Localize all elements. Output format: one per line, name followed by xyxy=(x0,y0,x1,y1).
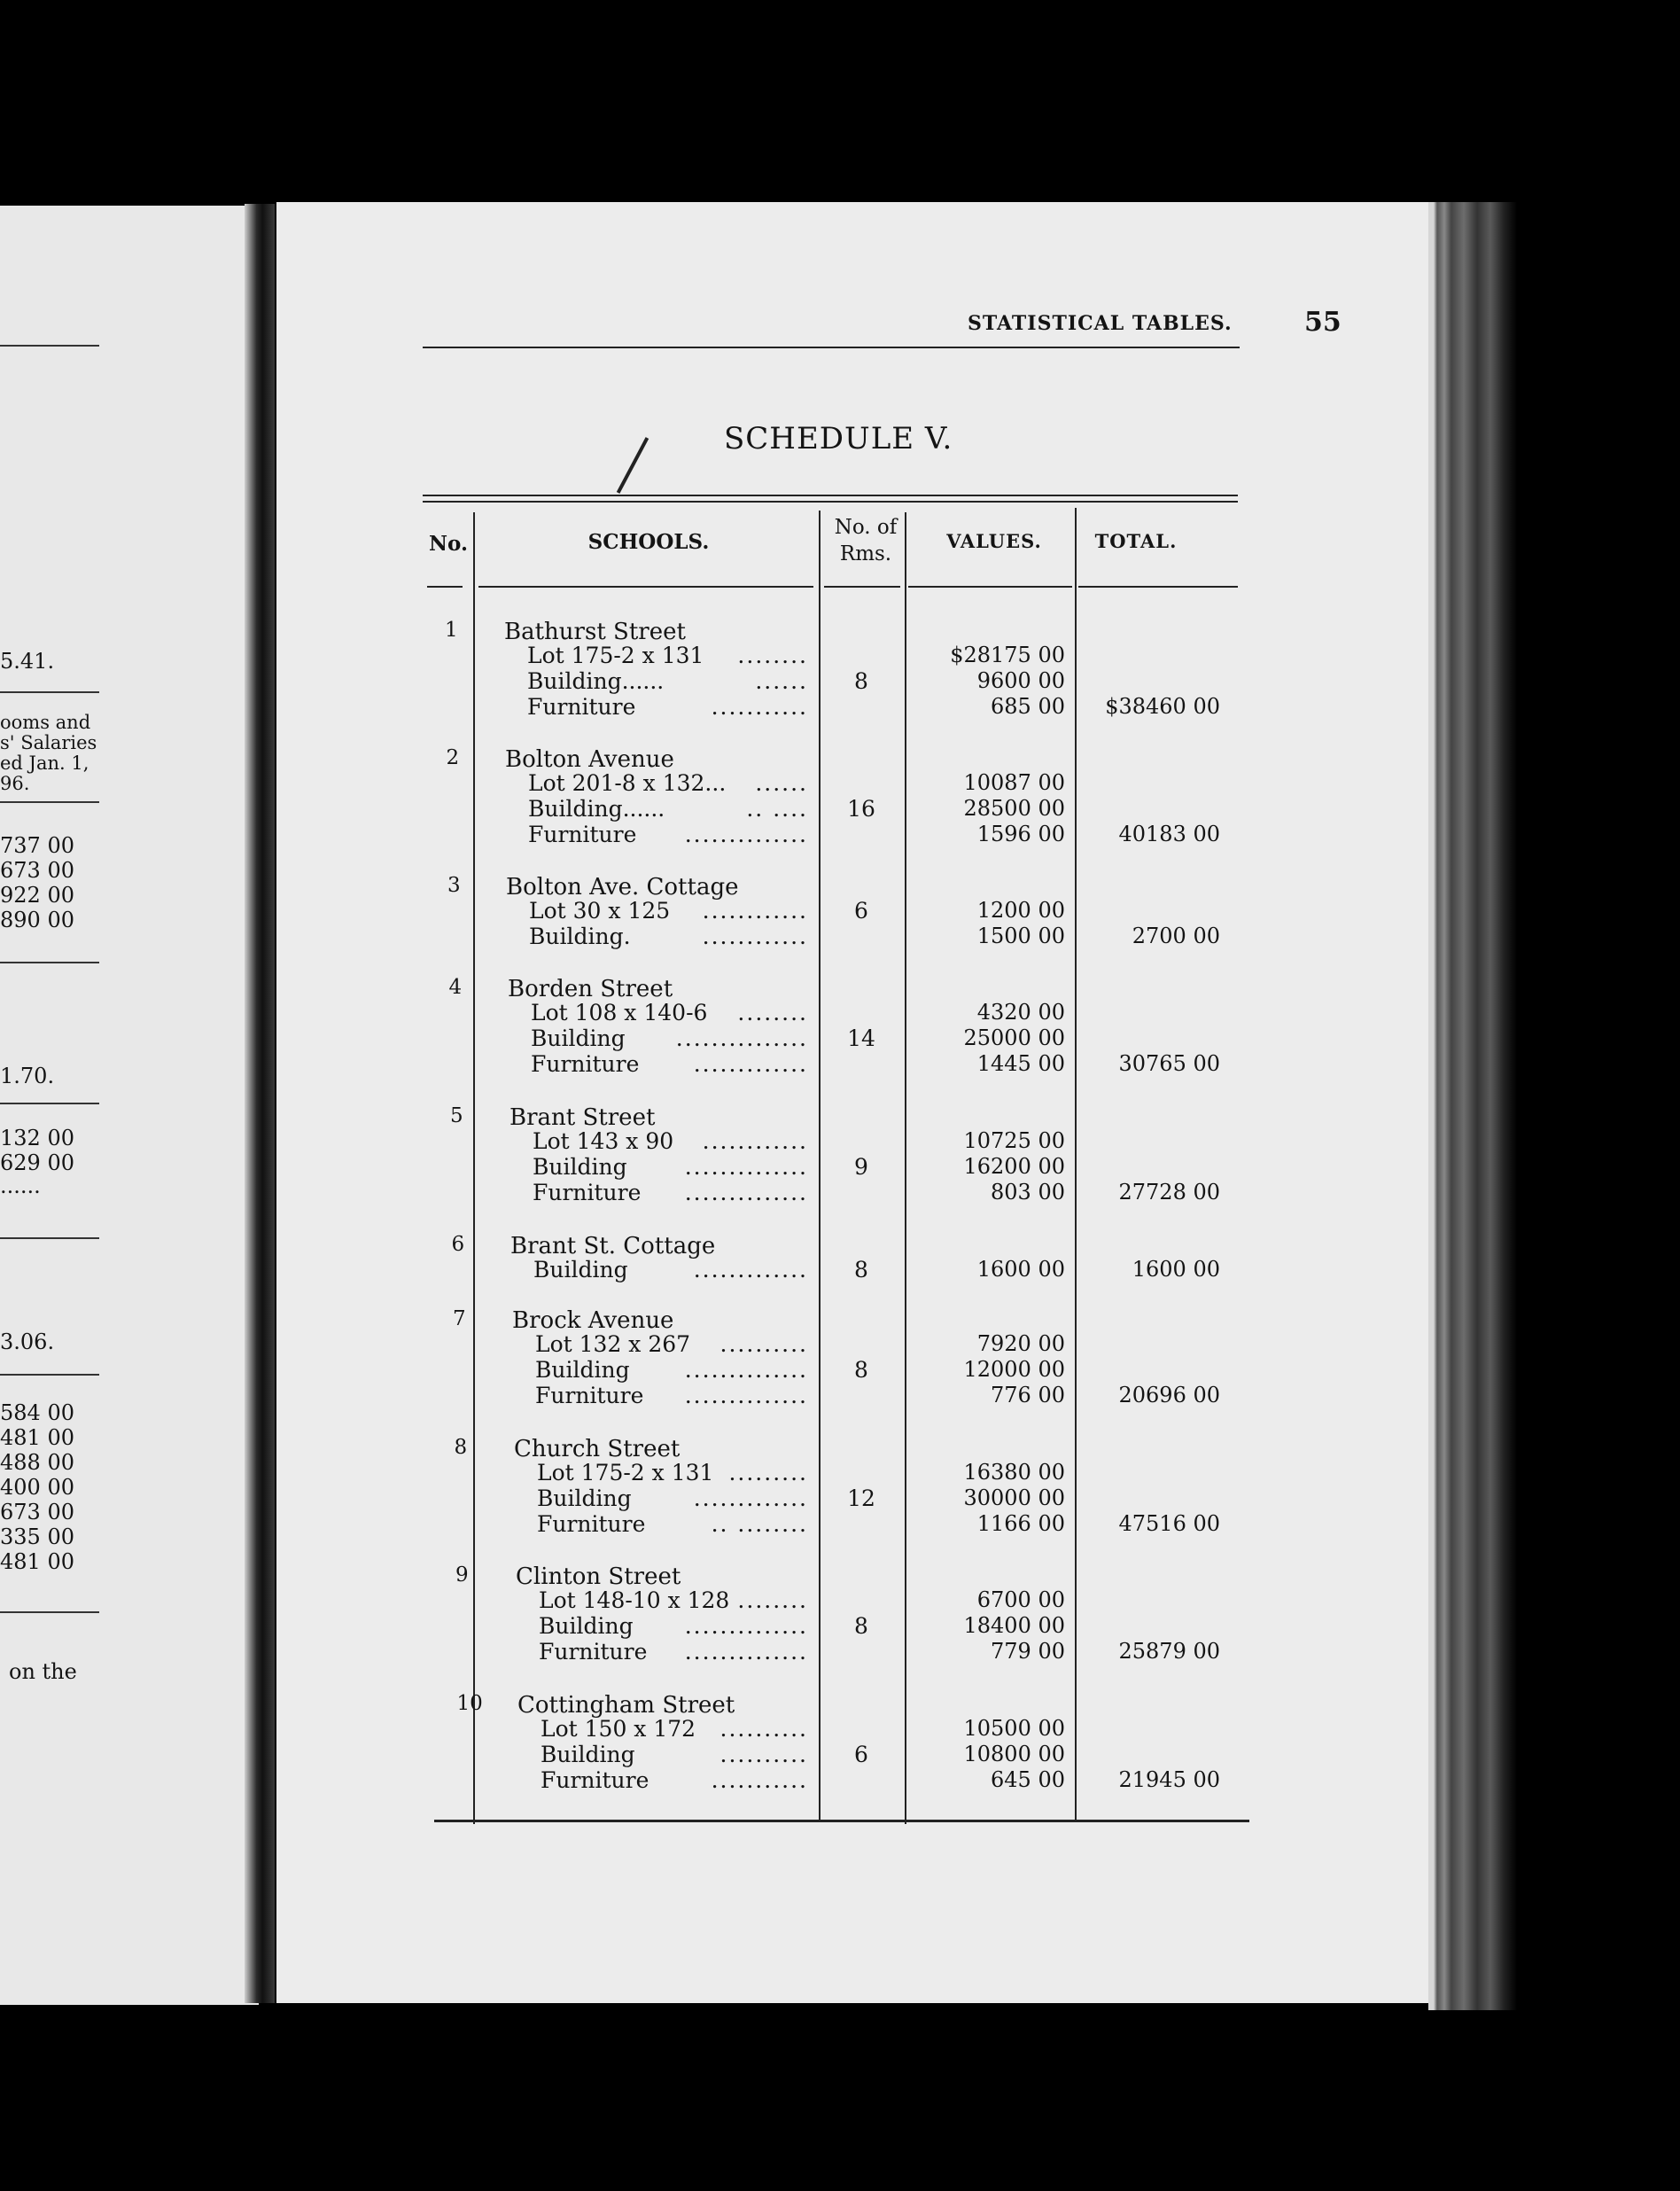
pen-mark xyxy=(617,437,649,494)
dot-leader: ........ xyxy=(737,1000,808,1025)
column-header-schools: SCHOOLS. xyxy=(587,530,710,554)
text-fragment: 673 00 xyxy=(0,1500,74,1524)
line-item xyxy=(537,1460,808,1485)
school-number: 7 xyxy=(453,1307,466,1330)
school-number: 5 xyxy=(450,1104,463,1127)
item-value: 1500 00 xyxy=(976,924,1065,948)
line-item xyxy=(527,694,808,720)
dot-leader: ........ xyxy=(737,1587,808,1613)
line-item xyxy=(539,1639,808,1665)
dot-leader: .............. xyxy=(684,1383,808,1408)
dot-leader: .......... xyxy=(719,1716,808,1742)
school-total: 47516 00 xyxy=(1118,1511,1220,1536)
divider xyxy=(0,345,99,347)
divider xyxy=(0,1237,99,1239)
item-value: 1445 00 xyxy=(976,1051,1065,1076)
item-value: 25000 00 xyxy=(963,1025,1065,1050)
line-item xyxy=(533,1180,808,1205)
dot-leader: ........... xyxy=(711,1767,808,1793)
line-item-label: Building xyxy=(531,1025,626,1051)
dot-leader: ............ xyxy=(702,1128,808,1154)
item-value: 12000 00 xyxy=(963,1357,1065,1382)
dot-leader: .............. xyxy=(684,822,808,847)
header-underline xyxy=(1078,586,1238,588)
divider xyxy=(0,1611,99,1613)
school-total: 20696 00 xyxy=(1118,1383,1220,1407)
item-value: 1600 00 xyxy=(976,1257,1065,1282)
line-item xyxy=(541,1716,808,1742)
school-name: Bolton Avenue xyxy=(505,746,674,773)
table-top-rule xyxy=(423,501,1238,503)
line-item-label: Building xyxy=(533,1154,627,1180)
column-header-no: No. xyxy=(429,532,468,556)
table-bottom-rule xyxy=(434,1820,1249,1822)
text-fragment: 3.06. xyxy=(0,1329,55,1354)
line-item xyxy=(528,770,808,796)
header-underline xyxy=(908,586,1072,588)
line-item xyxy=(529,898,808,924)
column-rule xyxy=(819,511,821,1822)
item-value: 10500 00 xyxy=(963,1716,1065,1741)
dot-leader: .............. xyxy=(684,1639,808,1665)
item-value: 18400 00 xyxy=(963,1613,1065,1638)
page-number: 55 xyxy=(1304,307,1342,338)
line-item xyxy=(535,1383,808,1408)
line-item-label: Building. xyxy=(529,924,631,949)
school-name: Bolton Ave. Cottage xyxy=(506,874,739,901)
school-total: 27728 00 xyxy=(1118,1180,1220,1205)
item-value: 776 00 xyxy=(991,1383,1065,1407)
header-underline xyxy=(427,586,463,588)
school-name: Borden Street xyxy=(508,976,673,1002)
text-fragment: 481 00 xyxy=(0,1549,74,1574)
dot-leader: ......... xyxy=(728,1460,808,1485)
room-count: 6 xyxy=(854,898,868,924)
item-value: 10725 00 xyxy=(963,1128,1065,1153)
school-number: 4 xyxy=(448,976,463,999)
column-rule xyxy=(473,512,475,1824)
school-number: 9 xyxy=(455,1563,469,1587)
column-header-values: VALUES. xyxy=(946,530,1042,552)
line-item-label: Furniture xyxy=(537,1511,646,1537)
line-item xyxy=(527,643,808,668)
line-item xyxy=(528,796,808,822)
line-item-label: Lot 175-2 x 131 xyxy=(537,1460,714,1485)
dot-leader: .. ........ xyxy=(711,1511,808,1537)
school-number: 3 xyxy=(447,874,461,897)
dot-leader: .......... xyxy=(719,1331,808,1357)
line-item xyxy=(533,1128,808,1154)
item-value: 16380 00 xyxy=(963,1460,1065,1485)
line-item-label: Furniture xyxy=(541,1767,649,1793)
room-count: 6 xyxy=(854,1742,868,1767)
running-header xyxy=(693,307,1366,342)
dot-leader: .............. xyxy=(684,1154,808,1180)
line-item-label: Lot 201-8 x 132... xyxy=(528,770,727,796)
school-name: Brock Avenue xyxy=(512,1307,674,1334)
line-item xyxy=(541,1767,808,1793)
item-value: 16200 00 xyxy=(963,1154,1065,1179)
line-item-label: Lot 143 x 90 xyxy=(533,1128,674,1154)
dot-leader: .......... xyxy=(719,1742,808,1767)
divider xyxy=(0,691,99,693)
item-value: 28500 00 xyxy=(963,796,1065,821)
book-gutter xyxy=(245,204,275,2003)
column-header-total: TOTAL. xyxy=(1094,530,1178,552)
dot-leader: ............ xyxy=(702,924,808,949)
item-value: 30000 00 xyxy=(963,1485,1065,1510)
text-fragment: 5.41. xyxy=(0,649,55,674)
line-item-label: Lot 132 x 267 xyxy=(535,1331,691,1357)
line-item xyxy=(537,1485,808,1511)
school-name: Brant St. Cottage xyxy=(510,1233,716,1259)
line-item xyxy=(531,1025,808,1051)
dot-leader: .............. xyxy=(684,1613,808,1639)
line-item-label: Furniture xyxy=(539,1639,648,1665)
room-count: 8 xyxy=(854,1613,868,1639)
line-item xyxy=(533,1257,808,1283)
item-value: 4320 00 xyxy=(976,1000,1065,1025)
item-value: $28175 00 xyxy=(950,643,1065,667)
room-count: 8 xyxy=(854,668,868,694)
line-item-label: Building xyxy=(537,1485,632,1511)
line-item xyxy=(539,1587,808,1613)
item-value: 10800 00 xyxy=(963,1742,1065,1766)
line-item-label: Lot 30 x 125 xyxy=(529,898,671,924)
item-value: 6700 00 xyxy=(976,1587,1065,1612)
text-fragment: 132 00 xyxy=(0,1126,74,1150)
line-item-label: Furniture xyxy=(533,1180,642,1205)
text-fragment: 335 00 xyxy=(0,1524,74,1549)
item-value: 803 00 xyxy=(991,1180,1065,1205)
item-value: 10087 00 xyxy=(963,770,1065,795)
line-item-label: Building xyxy=(541,1742,635,1767)
item-value: 7920 00 xyxy=(976,1331,1065,1356)
line-item-label: Lot 150 x 172 xyxy=(541,1716,696,1742)
text-fragment: 584 00 xyxy=(0,1400,74,1425)
line-item xyxy=(531,1000,808,1025)
line-item-label: Furniture xyxy=(527,694,636,720)
school-total: $38460 00 xyxy=(1105,694,1220,719)
line-item-label: Building xyxy=(535,1357,630,1383)
item-value: 685 00 xyxy=(991,694,1065,719)
facing-page-left xyxy=(0,206,259,2005)
header-underline xyxy=(478,586,813,588)
dot-leader: ............ xyxy=(702,898,808,924)
text-fragment: on the xyxy=(9,1659,77,1684)
room-count: 12 xyxy=(847,1485,875,1511)
line-item xyxy=(539,1613,808,1639)
running-title: STATISTICAL TABLES. xyxy=(968,312,1233,335)
room-count: 14 xyxy=(847,1025,875,1051)
item-value: 9600 00 xyxy=(976,668,1065,693)
item-value: 1200 00 xyxy=(976,898,1065,923)
room-count: 9 xyxy=(854,1154,868,1180)
line-item xyxy=(527,668,808,694)
text-fragment: 481 00 xyxy=(0,1425,74,1450)
line-item xyxy=(529,924,808,949)
dot-leader: .............. xyxy=(684,1357,808,1383)
dot-leader: ............. xyxy=(693,1051,808,1077)
dot-leader: ........ xyxy=(737,643,808,668)
school-total: 40183 00 xyxy=(1118,822,1220,846)
dot-leader: ........... xyxy=(711,694,808,720)
line-item-label: Lot 108 x 140-6 xyxy=(531,1000,708,1025)
school-name: Cottingham Street xyxy=(517,1692,735,1719)
text-fragment: 890 00 xyxy=(0,908,74,932)
room-count: 16 xyxy=(847,796,875,822)
dot-leader: ...... xyxy=(755,770,808,796)
school-number: 1 xyxy=(445,619,458,642)
item-value: 645 00 xyxy=(991,1767,1065,1792)
school-number: 8 xyxy=(454,1436,468,1459)
dot-leader: ............. xyxy=(693,1257,808,1283)
text-fragment: 488 00 xyxy=(0,1450,74,1475)
item-value: 1166 00 xyxy=(976,1511,1065,1536)
line-item xyxy=(541,1742,808,1767)
text-fragment: 1.70. xyxy=(0,1064,55,1088)
column-header-rooms: No. of Rms. xyxy=(834,516,898,565)
dot-leader: ...... xyxy=(755,668,808,694)
line-item-label: Building xyxy=(533,1257,628,1283)
line-item-label: Furniture xyxy=(531,1051,640,1077)
text-fragment: 400 00 xyxy=(0,1475,74,1500)
school-total: 25879 00 xyxy=(1118,1639,1220,1664)
line-item xyxy=(528,822,808,847)
school-total: 30765 00 xyxy=(1118,1051,1220,1076)
schedule-title: SCHEDULE V. xyxy=(724,421,953,456)
text-fragment: 737 00 xyxy=(0,833,74,858)
school-name: Church Street xyxy=(514,1436,681,1462)
line-item-label: Furniture xyxy=(528,822,637,847)
school-total: 2700 00 xyxy=(1132,924,1220,948)
dot-leader: .. .... xyxy=(746,796,808,822)
school-total: 21945 00 xyxy=(1118,1767,1220,1792)
line-item-label: Building xyxy=(539,1613,634,1639)
text-fragment: ...... xyxy=(0,1173,41,1198)
line-item-label: Furniture xyxy=(535,1383,644,1408)
text-fragment: 922 00 xyxy=(0,883,74,908)
page-edge xyxy=(1428,202,1517,2010)
room-count: 8 xyxy=(854,1257,868,1283)
dot-leader: ............. xyxy=(693,1485,808,1511)
line-item xyxy=(531,1051,808,1077)
header-underline xyxy=(824,586,900,588)
divider xyxy=(0,801,99,803)
line-item-label: Building...... xyxy=(527,668,665,694)
line-item xyxy=(533,1154,808,1180)
line-item xyxy=(535,1331,808,1357)
text-fragment: 673 00 xyxy=(0,858,74,883)
document-page xyxy=(276,202,1439,2003)
divider xyxy=(0,962,99,963)
line-item-label: Building...... xyxy=(528,796,665,822)
school-number: 10 xyxy=(456,1692,483,1715)
divider xyxy=(0,1374,99,1376)
table-top-rule xyxy=(423,495,1238,496)
school-total: 1600 00 xyxy=(1132,1257,1220,1282)
line-item xyxy=(537,1511,808,1537)
room-count: 8 xyxy=(854,1357,868,1383)
line-item xyxy=(535,1357,808,1383)
text-fragment: 629 00 xyxy=(0,1150,74,1175)
school-name: Clinton Street xyxy=(516,1563,681,1590)
dot-leader: .............. xyxy=(684,1180,808,1205)
line-item-label: Lot 148-10 x 128 xyxy=(539,1587,730,1613)
text-fragment: ooms and s' Salaries ed Jan. 1, 96. xyxy=(0,712,97,794)
school-number: 2 xyxy=(446,746,460,769)
item-value: 779 00 xyxy=(991,1639,1065,1664)
column-rule xyxy=(905,512,906,1824)
school-number: 6 xyxy=(451,1233,465,1256)
school-name: Brant Street xyxy=(509,1104,656,1131)
header-rule xyxy=(423,347,1240,348)
item-value: 1596 00 xyxy=(976,822,1065,846)
line-item-label: Lot 175-2 x 131 xyxy=(527,643,704,668)
school-name: Bathurst Street xyxy=(504,619,686,645)
divider xyxy=(0,1103,99,1104)
dot-leader: ............... xyxy=(675,1025,808,1051)
